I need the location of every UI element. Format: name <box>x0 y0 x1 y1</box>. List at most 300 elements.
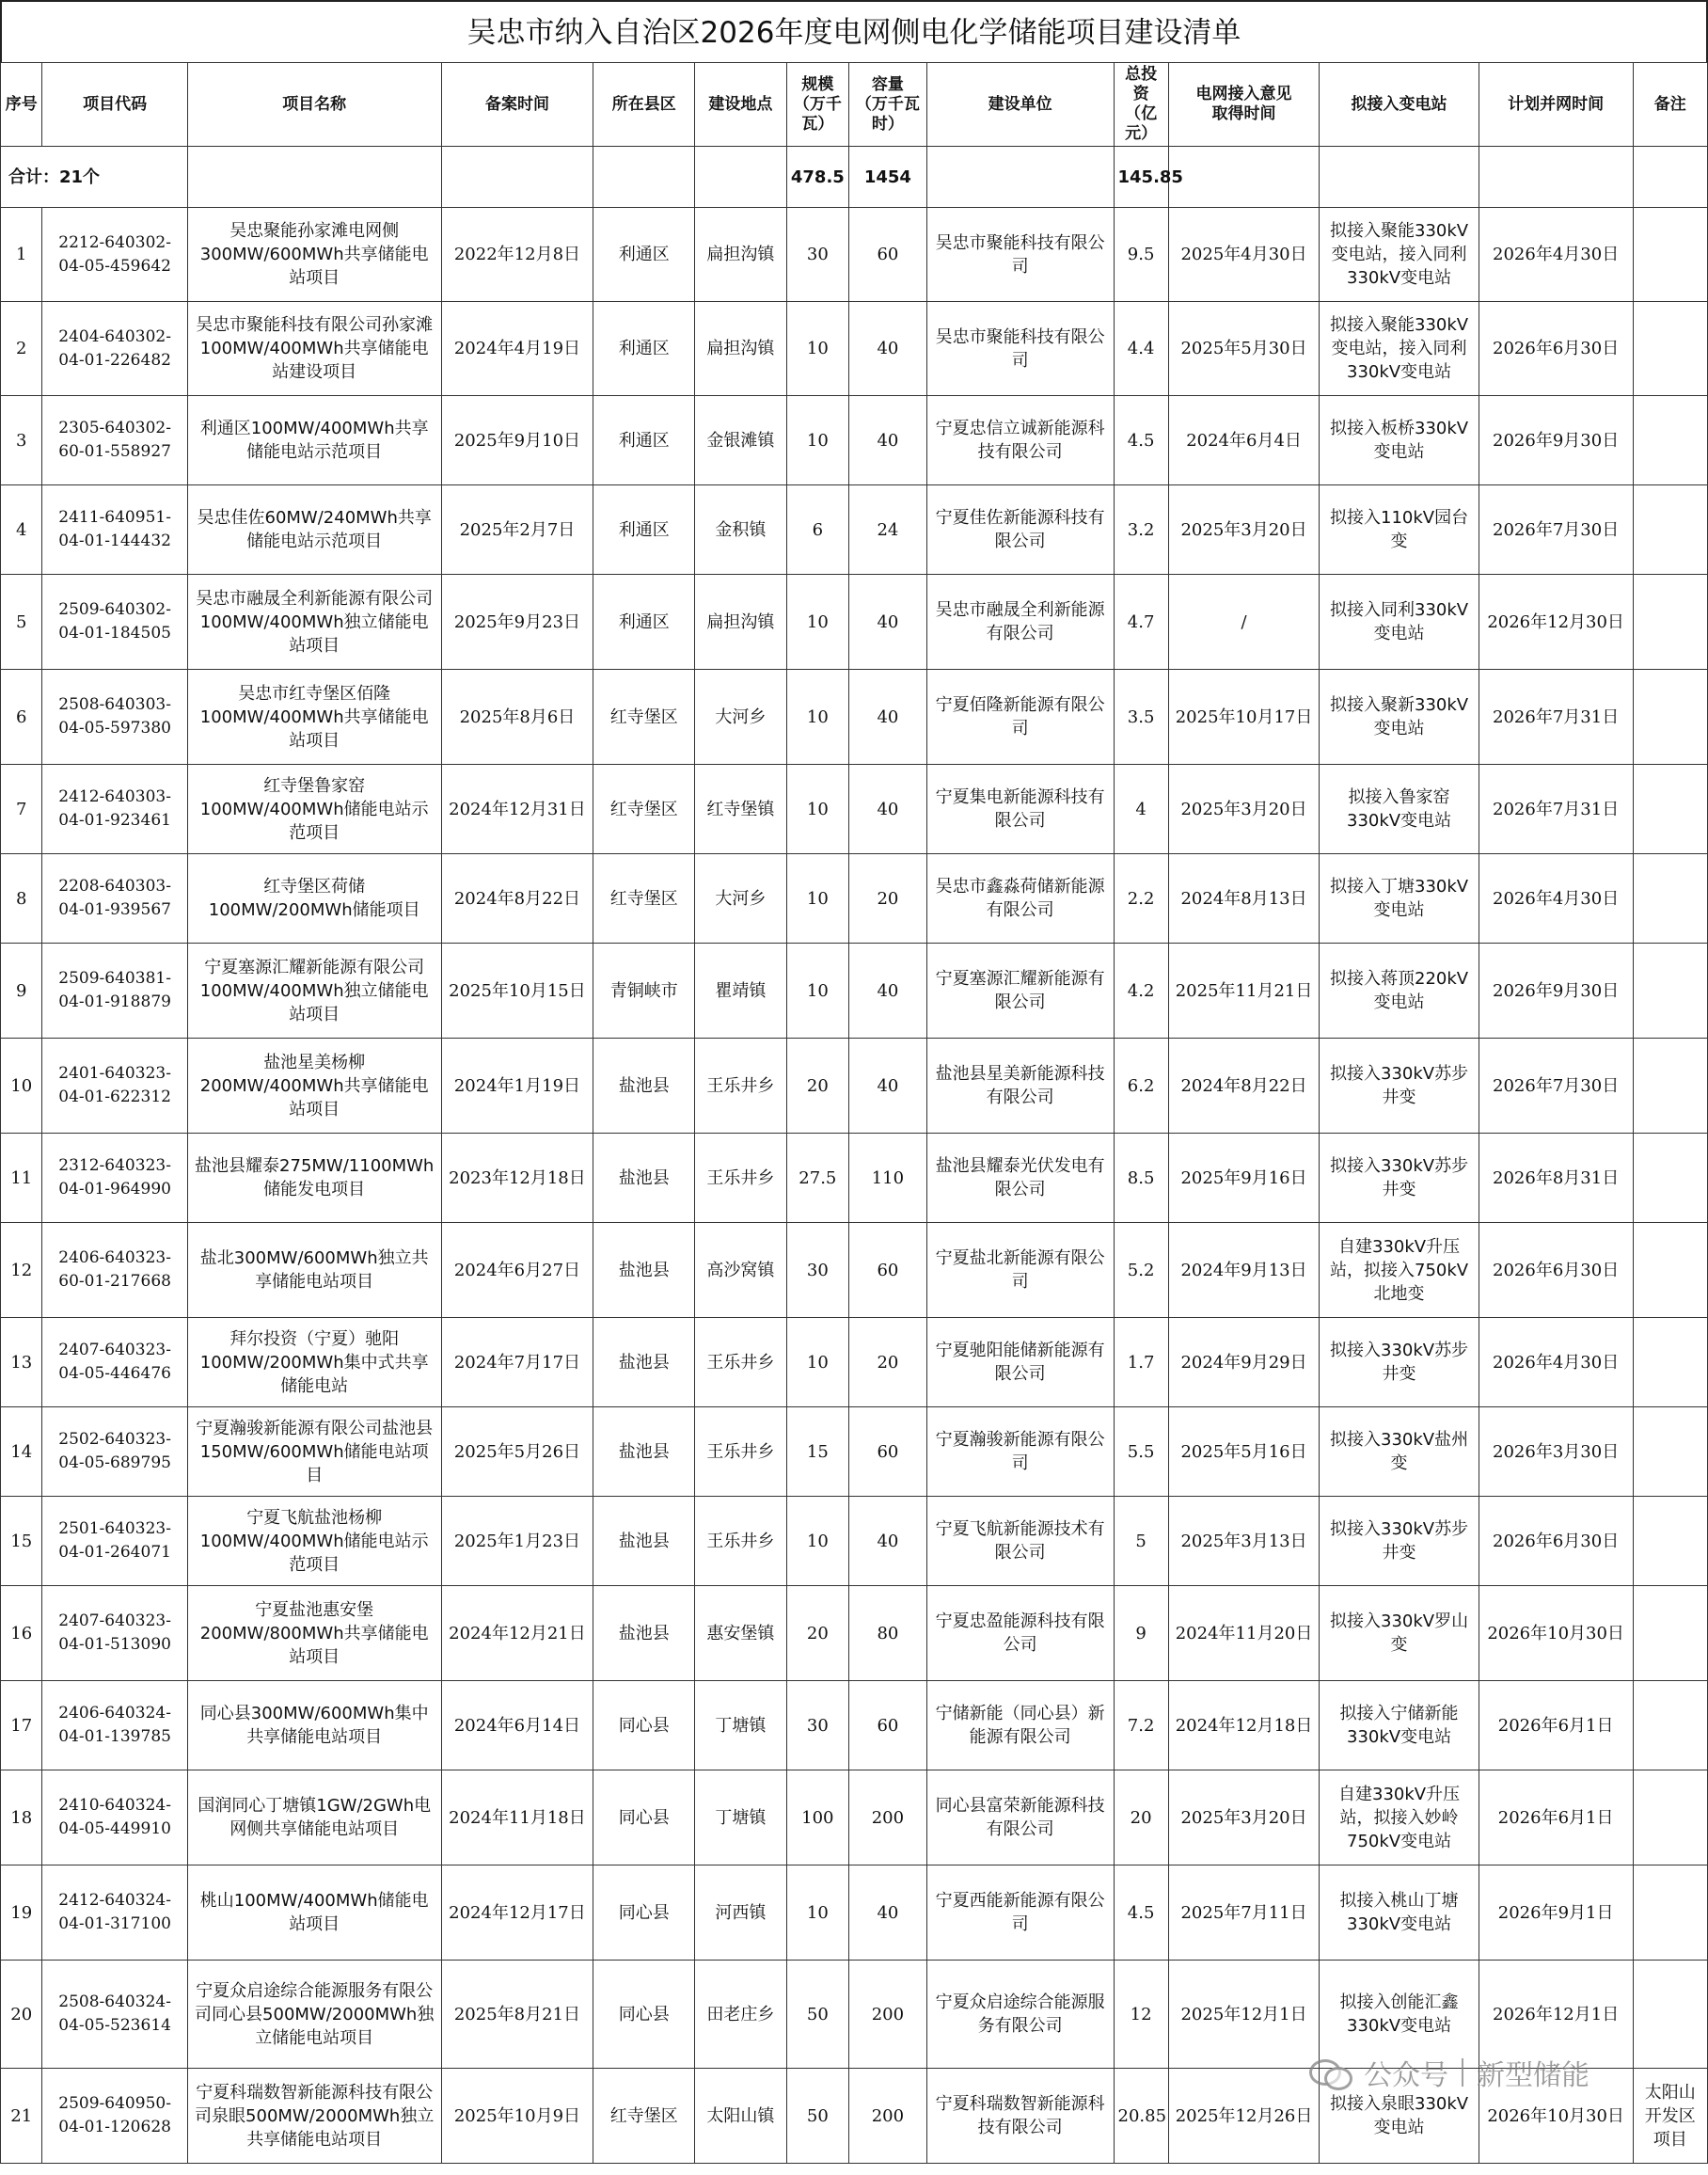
project-code: 2212-640302-04-05-459642 <box>42 208 187 302</box>
table-row <box>1 396 1708 485</box>
county: 盐池县 <box>593 1407 695 1497</box>
row-number: 7 <box>1 765 42 854</box>
table-row <box>1 485 1708 575</box>
capacity: 40 <box>849 944 927 1039</box>
note <box>1633 1770 1707 1865</box>
substation: 拟接入鲁家窑330kV变电站 <box>1320 765 1479 854</box>
grid-opinion-date: 2025年3月20日 <box>1168 765 1320 854</box>
substation: 拟接入330kV苏步井变 <box>1320 1134 1479 1223</box>
project-name: 宁夏瀚骏新能源有限公司盐池县150MW/600MWh储能电站项目 <box>187 1407 441 1497</box>
table-row <box>1 1961 1708 2069</box>
total-row <box>1 147 1708 208</box>
investment: 6.2 <box>1114 1039 1168 1134</box>
filing-date: 2025年10月15日 <box>441 944 593 1039</box>
planned-grid-date: 2026年12月1日 <box>1479 1961 1633 2069</box>
col-header: 容量 （万千瓦时） <box>849 63 927 147</box>
substation: 拟接入桃山丁塘330kV变电站 <box>1320 1865 1479 1961</box>
project-name: 宁夏众启途综合能源服务有限公司同心县500MW/2000MWh独立储能电站项目 <box>187 1961 441 2069</box>
table-row <box>1 1681 1708 1770</box>
scale: 10 <box>786 765 849 854</box>
scale: 20 <box>786 1586 849 1681</box>
row-number: 13 <box>1 1318 42 1407</box>
filing-date: 2025年5月26日 <box>441 1407 593 1497</box>
construction-unit: 同心县富荣新能源科技有限公司 <box>926 1770 1114 1865</box>
table-row <box>1 1586 1708 1681</box>
scale: 27.5 <box>786 1134 849 1223</box>
grid-opinion-date: 2024年9月29日 <box>1168 1318 1320 1407</box>
grid-opinion-date: 2025年11月21日 <box>1168 944 1320 1039</box>
planned-grid-date: 2026年6月30日 <box>1479 1497 1633 1586</box>
investment: 20.85 <box>1114 2069 1168 2164</box>
planned-grid-date: 2026年6月1日 <box>1479 1681 1633 1770</box>
planned-grid-date: 2026年6月30日 <box>1479 302 1633 396</box>
substation: 拟接入板桥330kV变电站 <box>1320 396 1479 485</box>
capacity: 60 <box>849 1681 927 1770</box>
filing-date: 2024年6月27日 <box>441 1223 593 1318</box>
col-header: 项目名称 <box>187 63 441 147</box>
scale: 30 <box>786 208 849 302</box>
construction-unit: 吴忠市融晟全利新能源有限公司 <box>926 575 1114 670</box>
county: 利通区 <box>593 208 695 302</box>
grid-opinion-date: 2025年3月20日 <box>1168 485 1320 575</box>
investment: 1.7 <box>1114 1318 1168 1407</box>
capacity: 24 <box>849 485 927 575</box>
note <box>1633 1134 1707 1223</box>
note <box>1633 485 1707 575</box>
grid-opinion-date: 2025年9月16日 <box>1168 1134 1320 1223</box>
filing-date: 2025年1月23日 <box>441 1497 593 1586</box>
planned-grid-date: 2026年4月30日 <box>1479 208 1633 302</box>
planned-grid-date: 2026年4月30日 <box>1479 1318 1633 1407</box>
construction-unit: 宁夏驰阳能储新能源有限公司 <box>926 1318 1114 1407</box>
investment: 4 <box>1114 765 1168 854</box>
county: 同心县 <box>593 1865 695 1961</box>
project-code: 2407-640323-04-05-446476 <box>42 1318 187 1407</box>
project-code: 2404-640302-04-01-226482 <box>42 302 187 396</box>
capacity: 60 <box>849 208 927 302</box>
substation: 拟接入丁塘330kV变电站 <box>1320 854 1479 944</box>
filing-date: 2024年12月21日 <box>441 1586 593 1681</box>
table-row <box>1 1865 1708 1961</box>
grid-opinion-date: 2025年4月30日 <box>1168 208 1320 302</box>
site: 扁担沟镇 <box>695 575 786 670</box>
scale: 10 <box>786 944 849 1039</box>
construction-unit: 宁夏西能新能源有限公司 <box>926 1865 1114 1961</box>
site: 大河乡 <box>695 854 786 944</box>
col-header: 规模 （万千 瓦） <box>786 63 849 147</box>
scale: 10 <box>786 396 849 485</box>
investment: 4.5 <box>1114 1865 1168 1961</box>
investment: 2.2 <box>1114 854 1168 944</box>
note <box>1633 396 1707 485</box>
substation: 拟接入泉眼330kV变电站 <box>1320 2069 1479 2164</box>
project-name: 宁夏塞源汇耀新能源有限公司100MW/400MWh独立储能电站项目 <box>187 944 441 1039</box>
filing-date: 2024年12月31日 <box>441 765 593 854</box>
note <box>1633 1586 1707 1681</box>
county: 利通区 <box>593 575 695 670</box>
substation: 拟接入330kV苏步井变 <box>1320 1497 1479 1586</box>
project-name: 吴忠市红寺堡区佰隆100MW/400MWh共享储能电站项目 <box>187 670 441 765</box>
county: 利通区 <box>593 485 695 575</box>
scale: 15 <box>786 1407 849 1497</box>
capacity: 60 <box>849 1223 927 1318</box>
scale: 10 <box>786 1497 849 1586</box>
planned-grid-date: 2026年8月31日 <box>1479 1134 1633 1223</box>
col-header: 电网接入意见 取得时间 <box>1168 63 1320 147</box>
county: 利通区 <box>593 396 695 485</box>
capacity: 20 <box>849 1318 927 1407</box>
project-name: 宁夏科瑞数智新能源科技有限公司泉眼500MW/2000MWh独立共享储能电站项目 <box>187 2069 441 2164</box>
col-header: 计划并网时间 <box>1479 63 1633 147</box>
page-title: 吴忠市纳入自治区2026年度电网侧电化学储能项目建设清单 <box>0 0 1708 62</box>
capacity: 110 <box>849 1134 927 1223</box>
site: 河西镇 <box>695 1865 786 1961</box>
project-name: 吴忠佳佐60MW/240MWh共享储能电站示范项目 <box>187 485 441 575</box>
project-name: 吴忠市融晟全利新能源有限公司100MW/400MWh独立储能电站项目 <box>187 575 441 670</box>
investment: 5.5 <box>1114 1407 1168 1497</box>
scale: 10 <box>786 1865 849 1961</box>
project-name: 吴忠聚能孙家滩电网侧300MW/600MWh共享储能电站项目 <box>187 208 441 302</box>
site: 王乐井乡 <box>695 1039 786 1134</box>
filing-date: 2024年6月14日 <box>441 1681 593 1770</box>
project-code: 2406-640324-04-01-139785 <box>42 1681 187 1770</box>
planned-grid-date: 2026年10月30日 <box>1479 2069 1633 2164</box>
project-name: 宁夏飞航盐池杨柳100MW/400MWh储能电站示范项目 <box>187 1497 441 1586</box>
table-row <box>1 670 1708 765</box>
planned-grid-date: 2026年10月30日 <box>1479 1586 1633 1681</box>
note <box>1633 1497 1707 1586</box>
capacity: 40 <box>849 1039 927 1134</box>
capacity: 40 <box>849 1497 927 1586</box>
county: 红寺堡区 <box>593 670 695 765</box>
planned-grid-date: 2026年7月31日 <box>1479 765 1633 854</box>
scale: 10 <box>786 854 849 944</box>
substation: 拟接入宁储新能330kV变电站 <box>1320 1681 1479 1770</box>
capacity: 60 <box>849 1407 927 1497</box>
grid-opinion-date: 2025年3月20日 <box>1168 1770 1320 1865</box>
total-scale: 478.5 <box>786 147 849 208</box>
note <box>1633 1407 1707 1497</box>
planned-grid-date: 2026年7月30日 <box>1479 1039 1633 1134</box>
filing-date: 2025年9月10日 <box>441 396 593 485</box>
row-number: 12 <box>1 1223 42 1318</box>
planned-grid-date: 2026年7月30日 <box>1479 485 1633 575</box>
capacity: 200 <box>849 1961 927 2069</box>
county: 红寺堡区 <box>593 854 695 944</box>
col-header: 所在县区 <box>593 63 695 147</box>
site: 高沙窝镇 <box>695 1223 786 1318</box>
capacity: 40 <box>849 1865 927 1961</box>
investment: 5.2 <box>1114 1223 1168 1318</box>
scale: 10 <box>786 670 849 765</box>
table-row <box>1 1407 1708 1497</box>
substation: 拟接入330kV苏步井变 <box>1320 1318 1479 1407</box>
grid-opinion-date: 2024年8月22日 <box>1168 1039 1320 1134</box>
site: 丁塘镇 <box>695 1770 786 1865</box>
filing-date: 2022年12月8日 <box>441 208 593 302</box>
county: 盐池县 <box>593 1223 695 1318</box>
construction-unit: 宁夏科瑞数智新能源科技有限公司 <box>926 2069 1114 2164</box>
filing-date: 2024年11月18日 <box>441 1770 593 1865</box>
col-header: 备注 <box>1633 63 1707 147</box>
project-code: 2509-640950-04-01-120628 <box>42 2069 187 2164</box>
project-name: 盐池星美杨柳200MW/400MWh共享储能电站项目 <box>187 1039 441 1134</box>
grid-opinion-date: 2025年5月16日 <box>1168 1407 1320 1497</box>
construction-unit: 盐池县星美新能源科技有限公司 <box>926 1039 1114 1134</box>
project-code: 2509-640302-04-01-184505 <box>42 575 187 670</box>
capacity: 80 <box>849 1586 927 1681</box>
col-header: 项目代码 <box>42 63 187 147</box>
col-header: 建设单位 <box>926 63 1114 147</box>
grid-opinion-date: 2024年6月4日 <box>1168 396 1320 485</box>
project-code: 2508-640324-04-05-523614 <box>42 1961 187 2069</box>
table-row <box>1 1770 1708 1865</box>
investment: 9 <box>1114 1586 1168 1681</box>
planned-grid-date: 2026年6月1日 <box>1479 1770 1633 1865</box>
grid-opinion-date: 2025年5月30日 <box>1168 302 1320 396</box>
table-row <box>1 1039 1708 1134</box>
construction-unit: 吴忠市聚能科技有限公司 <box>926 208 1114 302</box>
row-number: 15 <box>1 1497 42 1586</box>
scale: 50 <box>786 2069 849 2164</box>
project-code: 2305-640302-60-01-558927 <box>42 396 187 485</box>
site: 王乐井乡 <box>695 1134 786 1223</box>
county: 利通区 <box>593 302 695 396</box>
grid-opinion-date: / <box>1168 575 1320 670</box>
row-number: 4 <box>1 485 42 575</box>
construction-unit: 宁夏众启途综合能源服务有限公司 <box>926 1961 1114 2069</box>
note <box>1633 1865 1707 1961</box>
project-code: 2407-640323-04-01-513090 <box>42 1586 187 1681</box>
investment: 4.7 <box>1114 575 1168 670</box>
row-number: 1 <box>1 208 42 302</box>
col-header: 拟接入变电站 <box>1320 63 1479 147</box>
county: 红寺堡区 <box>593 2069 695 2164</box>
county: 盐池县 <box>593 1318 695 1407</box>
investment: 8.5 <box>1114 1134 1168 1223</box>
row-number: 6 <box>1 670 42 765</box>
construction-unit: 宁夏佳佐新能源科技有限公司 <box>926 485 1114 575</box>
table-row <box>1 1318 1708 1407</box>
project-name: 同心县300MW/600MWh集中共享储能电站项目 <box>187 1681 441 1770</box>
note <box>1633 1681 1707 1770</box>
filing-date: 2024年7月17日 <box>441 1318 593 1407</box>
construction-unit: 宁夏塞源汇耀新能源有限公司 <box>926 944 1114 1039</box>
filing-date: 2025年2月7日 <box>441 485 593 575</box>
county: 同心县 <box>593 1681 695 1770</box>
row-number: 9 <box>1 944 42 1039</box>
substation: 拟接入110kV园台变 <box>1320 485 1479 575</box>
planned-grid-date: 2026年4月30日 <box>1479 854 1633 944</box>
scale: 30 <box>786 1681 849 1770</box>
table-row <box>1 1497 1708 1586</box>
county: 青铜峡市 <box>593 944 695 1039</box>
site: 大河乡 <box>695 670 786 765</box>
county: 盐池县 <box>593 1586 695 1681</box>
total-investment: 145.85 <box>1114 147 1168 208</box>
grid-opinion-date: 2025年10月17日 <box>1168 670 1320 765</box>
planned-grid-date: 2026年3月30日 <box>1479 1407 1633 1497</box>
filing-date: 2025年10月9日 <box>441 2069 593 2164</box>
site: 王乐井乡 <box>695 1407 786 1497</box>
site: 田老庄乡 <box>695 1961 786 2069</box>
site: 瞿靖镇 <box>695 944 786 1039</box>
project-code: 2208-640303-04-01-939567 <box>42 854 187 944</box>
investment: 12 <box>1114 1961 1168 2069</box>
construction-unit: 宁夏集电新能源科技有限公司 <box>926 765 1114 854</box>
capacity: 200 <box>849 2069 927 2164</box>
project-code: 2401-640323-04-01-622312 <box>42 1039 187 1134</box>
project-name: 盐池县耀泰275MW/1100MWh储能发电项目 <box>187 1134 441 1223</box>
col-header: 总投资 （亿 元） <box>1114 63 1168 147</box>
note <box>1633 765 1707 854</box>
row-number: 5 <box>1 575 42 670</box>
row-number: 17 <box>1 1681 42 1770</box>
substation: 拟接入330kV罗山变 <box>1320 1586 1479 1681</box>
construction-unit: 宁夏忠盈能源科技有限公司 <box>926 1586 1114 1681</box>
capacity: 20 <box>849 854 927 944</box>
investment: 5 <box>1114 1497 1168 1586</box>
construction-unit: 盐池县耀泰光伏发电有限公司 <box>926 1134 1114 1223</box>
filing-date: 2025年9月23日 <box>441 575 593 670</box>
project-name: 桃山100MW/400MWh储能电站项目 <box>187 1865 441 1961</box>
planned-grid-date: 2026年9月30日 <box>1479 944 1633 1039</box>
filing-date: 2024年4月19日 <box>441 302 593 396</box>
substation: 自建330kV升压站，拟接入妙岭750kV变电站 <box>1320 1770 1479 1865</box>
county: 盐池县 <box>593 1134 695 1223</box>
note <box>1633 575 1707 670</box>
table-row <box>1 854 1708 944</box>
investment: 3.5 <box>1114 670 1168 765</box>
grid-opinion-date: 2024年11月20日 <box>1168 1586 1320 1681</box>
filing-date: 2025年8月6日 <box>441 670 593 765</box>
note <box>1633 1961 1707 2069</box>
filing-date: 2025年8月21日 <box>441 1961 593 2069</box>
investment: 4.4 <box>1114 302 1168 396</box>
site: 金银滩镇 <box>695 396 786 485</box>
investment: 4.2 <box>1114 944 1168 1039</box>
site: 王乐井乡 <box>695 1318 786 1407</box>
substation: 拟接入同利330kV变电站 <box>1320 575 1479 670</box>
county: 盐池县 <box>593 1039 695 1134</box>
grid-opinion-date: 2024年8月13日 <box>1168 854 1320 944</box>
investment: 3.2 <box>1114 485 1168 575</box>
filing-date: 2024年8月22日 <box>441 854 593 944</box>
total-label: 合计：21个 <box>1 147 188 208</box>
note <box>1633 302 1707 396</box>
substation: 拟接入蒋顶220kV变电站 <box>1320 944 1479 1039</box>
construction-unit: 宁夏盐北新能源有限公司 <box>926 1223 1114 1318</box>
table-row <box>1 944 1708 1039</box>
construction-unit: 宁夏忠信立诚新能源科技有限公司 <box>926 396 1114 485</box>
col-header: 建设地点 <box>695 63 786 147</box>
row-number: 19 <box>1 1865 42 1961</box>
substation: 拟接入聚能330kV变电站，接入同利330kV变电站 <box>1320 208 1479 302</box>
construction-unit: 宁夏飞航新能源技术有限公司 <box>926 1497 1114 1586</box>
table-row <box>1 1134 1708 1223</box>
planned-grid-date: 2026年7月31日 <box>1479 670 1633 765</box>
site: 扁担沟镇 <box>695 302 786 396</box>
capacity: 40 <box>849 670 927 765</box>
header-row <box>1 63 1708 147</box>
grid-opinion-date: 2025年12月26日 <box>1168 2069 1320 2164</box>
table-row <box>1 1223 1708 1318</box>
project-name: 盐北300MW/600MWh独立共享储能电站项目 <box>187 1223 441 1318</box>
row-number: 14 <box>1 1407 42 1497</box>
project-code: 2406-640323-60-01-217668 <box>42 1223 187 1318</box>
table-row <box>1 2069 1708 2164</box>
site: 红寺堡镇 <box>695 765 786 854</box>
project-name: 红寺堡区荷储100MW/200MWh储能项目 <box>187 854 441 944</box>
row-number: 11 <box>1 1134 42 1223</box>
row-number: 21 <box>1 2069 42 2164</box>
row-number: 16 <box>1 1586 42 1681</box>
filing-date: 2024年1月19日 <box>441 1039 593 1134</box>
filing-date: 2024年12月17日 <box>441 1865 593 1961</box>
watermark-label: 公众号 <box>1364 2059 1448 2092</box>
row-number: 20 <box>1 1961 42 2069</box>
project-name: 国润同心丁塘镇1GW/2GWh电网侧共享储能电站项目 <box>187 1770 441 1865</box>
substation: 拟接入330kV盐州变 <box>1320 1407 1479 1497</box>
county: 同心县 <box>593 1770 695 1865</box>
filing-date: 2023年12月18日 <box>441 1134 593 1223</box>
scale: 10 <box>786 575 849 670</box>
note <box>1633 670 1707 765</box>
project-code: 2508-640303-04-05-597380 <box>42 670 187 765</box>
planned-grid-date: 2026年9月1日 <box>1479 1865 1633 1961</box>
investment: 7.2 <box>1114 1681 1168 1770</box>
table-row <box>1 765 1708 854</box>
project-code: 2412-640303-04-01-923461 <box>42 765 187 854</box>
scale: 20 <box>786 1039 849 1134</box>
project-name: 吴忠市聚能科技有限公司孙家滩100MW/400MWh共享储能电站建设项目 <box>187 302 441 396</box>
watermark-name: 新型储能 <box>1477 2059 1589 2092</box>
construction-unit: 宁夏佰隆新能源有限公司 <box>926 670 1114 765</box>
project-code: 2412-640324-04-01-317100 <box>42 1865 187 1961</box>
capacity: 40 <box>849 396 927 485</box>
col-header: 备案时间 <box>441 63 593 147</box>
planned-grid-date: 2026年9月30日 <box>1479 396 1633 485</box>
table-row <box>1 208 1708 302</box>
substation: 拟接入聚新330kV变电站 <box>1320 670 1479 765</box>
substation: 自建330kV升压站，拟接入750kV北地变 <box>1320 1223 1479 1318</box>
row-number: 18 <box>1 1770 42 1865</box>
project-table <box>0 62 1708 2164</box>
site: 扁担沟镇 <box>695 208 786 302</box>
capacity: 40 <box>849 575 927 670</box>
table-row <box>1 302 1708 396</box>
planned-grid-date: 2026年12月30日 <box>1479 575 1633 670</box>
capacity: 200 <box>849 1770 927 1865</box>
project-code: 2502-640323-04-05-689795 <box>42 1407 187 1497</box>
county: 盐池县 <box>593 1497 695 1586</box>
construction-unit: 吴忠市鑫淼荷储新能源有限公司 <box>926 854 1114 944</box>
capacity: 40 <box>849 765 927 854</box>
note <box>1633 1318 1707 1407</box>
site: 金积镇 <box>695 485 786 575</box>
col-header: 序号 <box>1 63 42 147</box>
note <box>1633 944 1707 1039</box>
substation: 拟接入创能汇鑫330kV变电站 <box>1320 1961 1479 2069</box>
project-code: 2410-640324-04-05-449910 <box>42 1770 187 1865</box>
scale: 30 <box>786 1223 849 1318</box>
project-name: 利通区100MW/400MWh共享储能电站示范项目 <box>187 396 441 485</box>
row-number: 10 <box>1 1039 42 1134</box>
scale: 6 <box>786 485 849 575</box>
row-number: 8 <box>1 854 42 944</box>
construction-unit: 宁储新能（同心县）新能源有限公司 <box>926 1681 1114 1770</box>
county: 红寺堡区 <box>593 765 695 854</box>
